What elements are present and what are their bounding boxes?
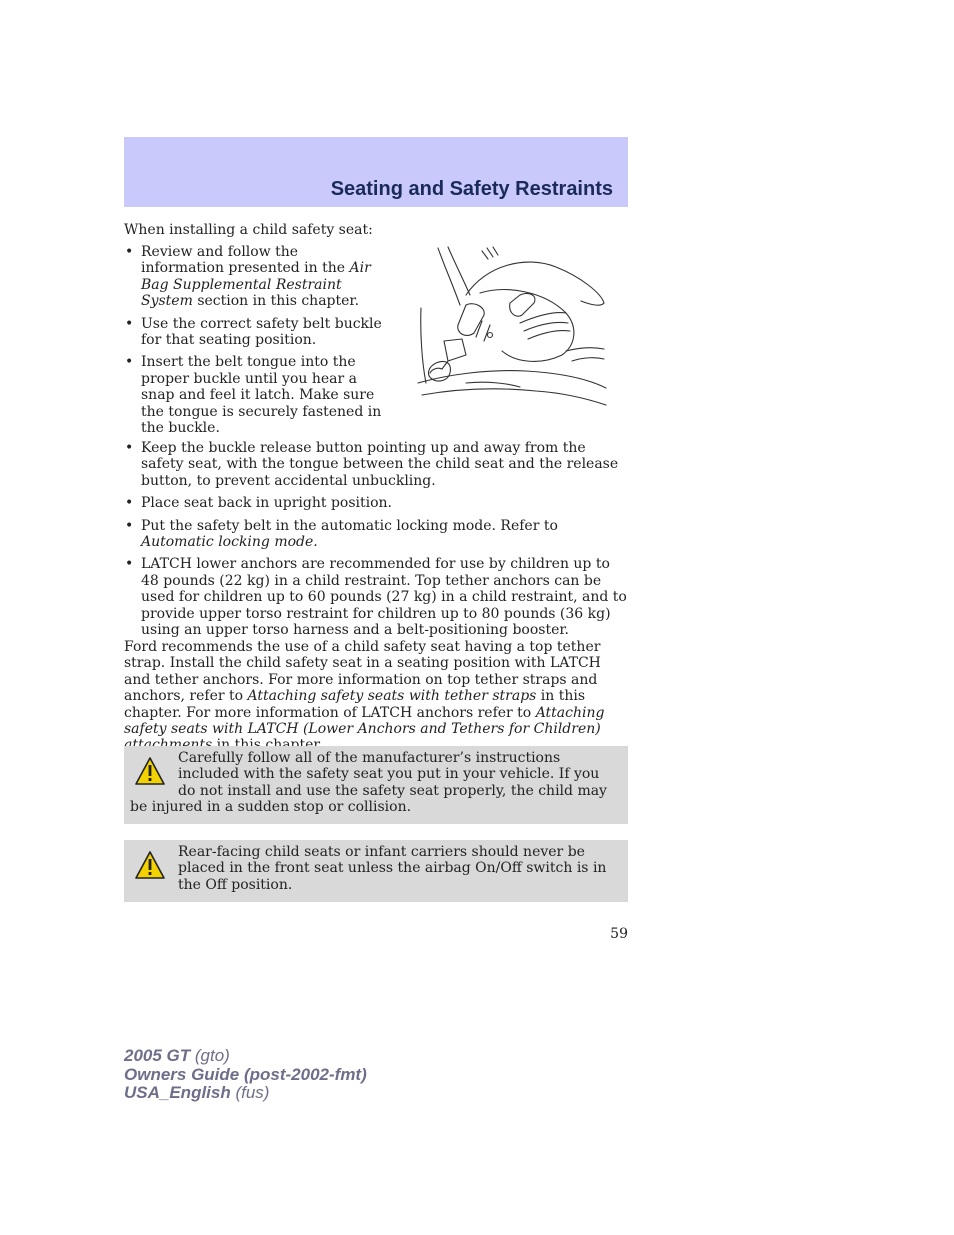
list-item: • Keep the buckle release button pointing up and away from the safety seat, with the tongue between the child seat and the release button, to prevent accidental unbuckling.	[124, 440, 628, 489]
list-item: • Review and follow the information presented in the Air Bag Supplemental Restraint System section in this chapter.	[124, 244, 382, 310]
bullet-list-narrow	[124, 244, 382, 442]
warning-box	[124, 746, 628, 824]
warning-triangle-icon	[134, 756, 166, 786]
footer-line-locale: USA_English (fus)	[124, 1083, 270, 1102]
document-footer	[124, 1047, 367, 1103]
list-item: • Place seat back in upright position.	[124, 495, 628, 511]
warning-text: Rear-facing child seats or infant carriers should never be placed in the front seat unless the airbag On/Off switch is in the Off position.	[178, 844, 607, 893]
warning-box	[124, 840, 628, 902]
footer-line-guide: Owners Guide (post-2002-fmt)	[124, 1064, 367, 1084]
intro-text: When installing a child safety seat:	[124, 222, 373, 238]
seat-belt-buckle-illustration	[416, 243, 608, 410]
page-number: 59	[610, 926, 628, 942]
warning-text: Carefully follow all of the manufacturer’s instructions included with the safety seat you put in your vehicle. If you do not install and use the safety seat properly, the child may be injured in a sudden stop or collision.	[130, 750, 607, 816]
list-item: • Put the safety belt in the automatic locking mode. Refer to Automatic locking mode.	[124, 518, 628, 551]
section-header-band	[124, 137, 628, 207]
warning-triangle-icon	[134, 850, 166, 880]
footer-line-model: 2005 GT (gto)	[124, 1046, 230, 1065]
list-item: • LATCH lower anchors are recommended for use by children up to 48 pounds (22 kg) in a child restraint. Top tether anchors can be used for children up to 60 pounds (27 kg) in a child restraint, and to provide upper torso restraint for children up to 80 pounds (36 kg) using an upper torso harness and a belt-positioning booster.	[124, 556, 628, 638]
bullet-list-wide	[124, 440, 628, 644]
list-item: • Insert the belt tongue into the proper buckle until you hear a snap and feel it latch. Make sure the tongue is securely fastened in the buckle.	[124, 354, 382, 436]
list-item: • Use the correct safety belt buckle for that seating position.	[124, 316, 382, 349]
tether-info-paragraph: Ford recommends the use of a child safety seat having a top tether strap. Install the child safety seat in a seating position with LATCH and tether anchors. For more information on top tether straps and anchors, refer to Attaching safety seats with tether straps in this chapter. For more information of LATCH anchors refer to Attaching safety seats with LATCH (Lower Anchors and Tethers for Children)	[124, 639, 605, 738]
section-title: Seating and Safety Restraints	[330, 178, 613, 200]
